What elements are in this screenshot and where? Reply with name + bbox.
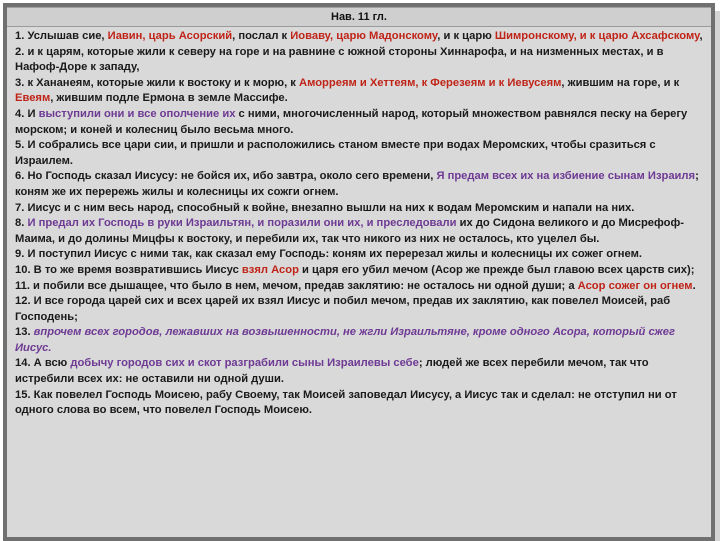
verse-text: 8. xyxy=(15,217,28,230)
verse-text: , и к царю xyxy=(437,30,495,42)
verse-text: , жившим подле Ермона в земле Массифе. xyxy=(50,92,288,105)
highlighted-phrase: И предал их Господь в руки Израильтян, и поразили они их, и преследовали xyxy=(27,217,457,230)
verse-text: 11. и побили все дышащее, что было в нем, мечом, предав заклятию: не осталось ни одной души; а xyxy=(15,279,578,292)
verse-text: 15. Как повелел Господь Моисею, рабу Своему, так Моисей заповедал Иисусу, а Иисус так и сделал: не отступил ни от одного слова во всем, что повелел Господь Моисею. xyxy=(15,388,677,417)
verse-text: 13. xyxy=(15,326,34,339)
verse-text: 10. В то же время возвратившись Иисус xyxy=(15,263,242,276)
verse-text: 5. И собрались все цари сии, и пришли и расположились станом вместе при водах Меромских, чтобы сразиться с Израилем. xyxy=(15,139,656,167)
verse-6 xyxy=(15,169,705,200)
verse-text: 1. Услышав сие, xyxy=(15,30,108,42)
verse-text: 9. И поступил Иисус с ними так, как сказал ему Господь: коням их перерезал жилы и колесницы их сожег огнем. xyxy=(15,248,642,261)
verse-text: 3. к Хананеям, которые жили к востоку и к морю, к xyxy=(15,76,300,89)
verse-11 xyxy=(15,279,705,295)
verse-text: ; коням же их перережь жилы и колесницы их сожги огнем. xyxy=(15,170,699,198)
verse-text: 14. А всю xyxy=(15,357,71,370)
verse-10 xyxy=(15,263,705,279)
verse-text: ; людей же всех перебили мечом, так что истребили всех их: не оставили ни одной души. xyxy=(15,357,649,386)
verse-text: , жившим на горе, и к xyxy=(561,76,680,89)
verse-text: , послал к xyxy=(232,30,291,42)
verse-text: и царя его убил мечом (Асор же прежде был главою всех царств сих); xyxy=(298,263,695,276)
verse-12 xyxy=(15,294,705,325)
verse-text: 2. и к царям, которые жили к северу на горе и на равнине с южной стороны Хиннарофа, и на низменных местах, и в Нафоф-Доре к западу, xyxy=(15,45,664,74)
highlighted-phrase: добычу городов сих и скот разграбили сыны Израилевы себе xyxy=(70,357,419,370)
verse-15 xyxy=(15,388,705,419)
highlighted-phrase: Иоваву, царю Мадонскому xyxy=(290,30,438,42)
highlighted-phrase: Асор сожег он огнем xyxy=(577,279,693,292)
verse-text: 4. И xyxy=(15,107,39,120)
verse-3 xyxy=(15,76,705,107)
verse-14 xyxy=(15,356,705,387)
verse-7 xyxy=(15,201,705,217)
verse-5 xyxy=(15,138,705,169)
verse-13 xyxy=(15,325,705,356)
verse-text: 7. Иисус и с ним весь народ, способный к войне, внезапно вышли на них к водам Меромским и напали на них. xyxy=(15,201,635,214)
verse-4 xyxy=(15,107,705,138)
highlighted-phrase: Иавин, царь Асорский xyxy=(107,30,233,42)
verse-text: с ними, многочисленный народ, который множеством равнялся песку на берегу морском; и коней и колесниц было весьма много. xyxy=(15,107,688,136)
highlighted-phrase: выступили они и все ополчение их xyxy=(38,107,236,120)
highlighted-phrase: Я предам всех их на избиение сынам Израиля xyxy=(436,170,696,183)
verse-2 xyxy=(15,45,705,76)
highlighted-phrase: Евеям xyxy=(15,92,51,105)
verse-text: . xyxy=(692,279,696,292)
slide-frame xyxy=(3,3,715,541)
verse-1 xyxy=(15,29,705,45)
highlighted-phrase: взял Асор xyxy=(241,263,299,276)
verse-text: 12. И все города царей сих и всех царей их взял Иисус и побил мечом, предав их заклятию, как повелел Моисей, раб Господень; xyxy=(15,295,671,323)
scripture-text xyxy=(7,27,711,419)
highlighted-phrase: Аморреям и Хеттеям, к Ферезеям и к Иевусеям xyxy=(299,76,562,89)
verse-text: 6. Но Господь сказал Иисусу: не бойся их, ибо завтра, около сего времени, xyxy=(15,170,437,183)
slide-content xyxy=(7,7,711,537)
highlighted-phrase: Шимронскому, и к царю Ахсафскому xyxy=(494,30,700,42)
verse-9 xyxy=(15,247,705,263)
highlighted-phrase: впрочем всех городов, лежавших на возвышенности, не жгли Израильтяне, кроме одного Асора, который сжег Иисус. xyxy=(15,326,675,354)
chapter-title: Нав. 11 гл. xyxy=(7,8,711,27)
verse-text: , xyxy=(699,30,703,42)
verse-8 xyxy=(15,216,705,247)
verse-text: их до Сидона великого и до Мисрефоф-Маима, и до долины Мицфы к востоку, и перебили их, так что никого из них не осталось, кто уцелел бы. xyxy=(15,217,685,245)
